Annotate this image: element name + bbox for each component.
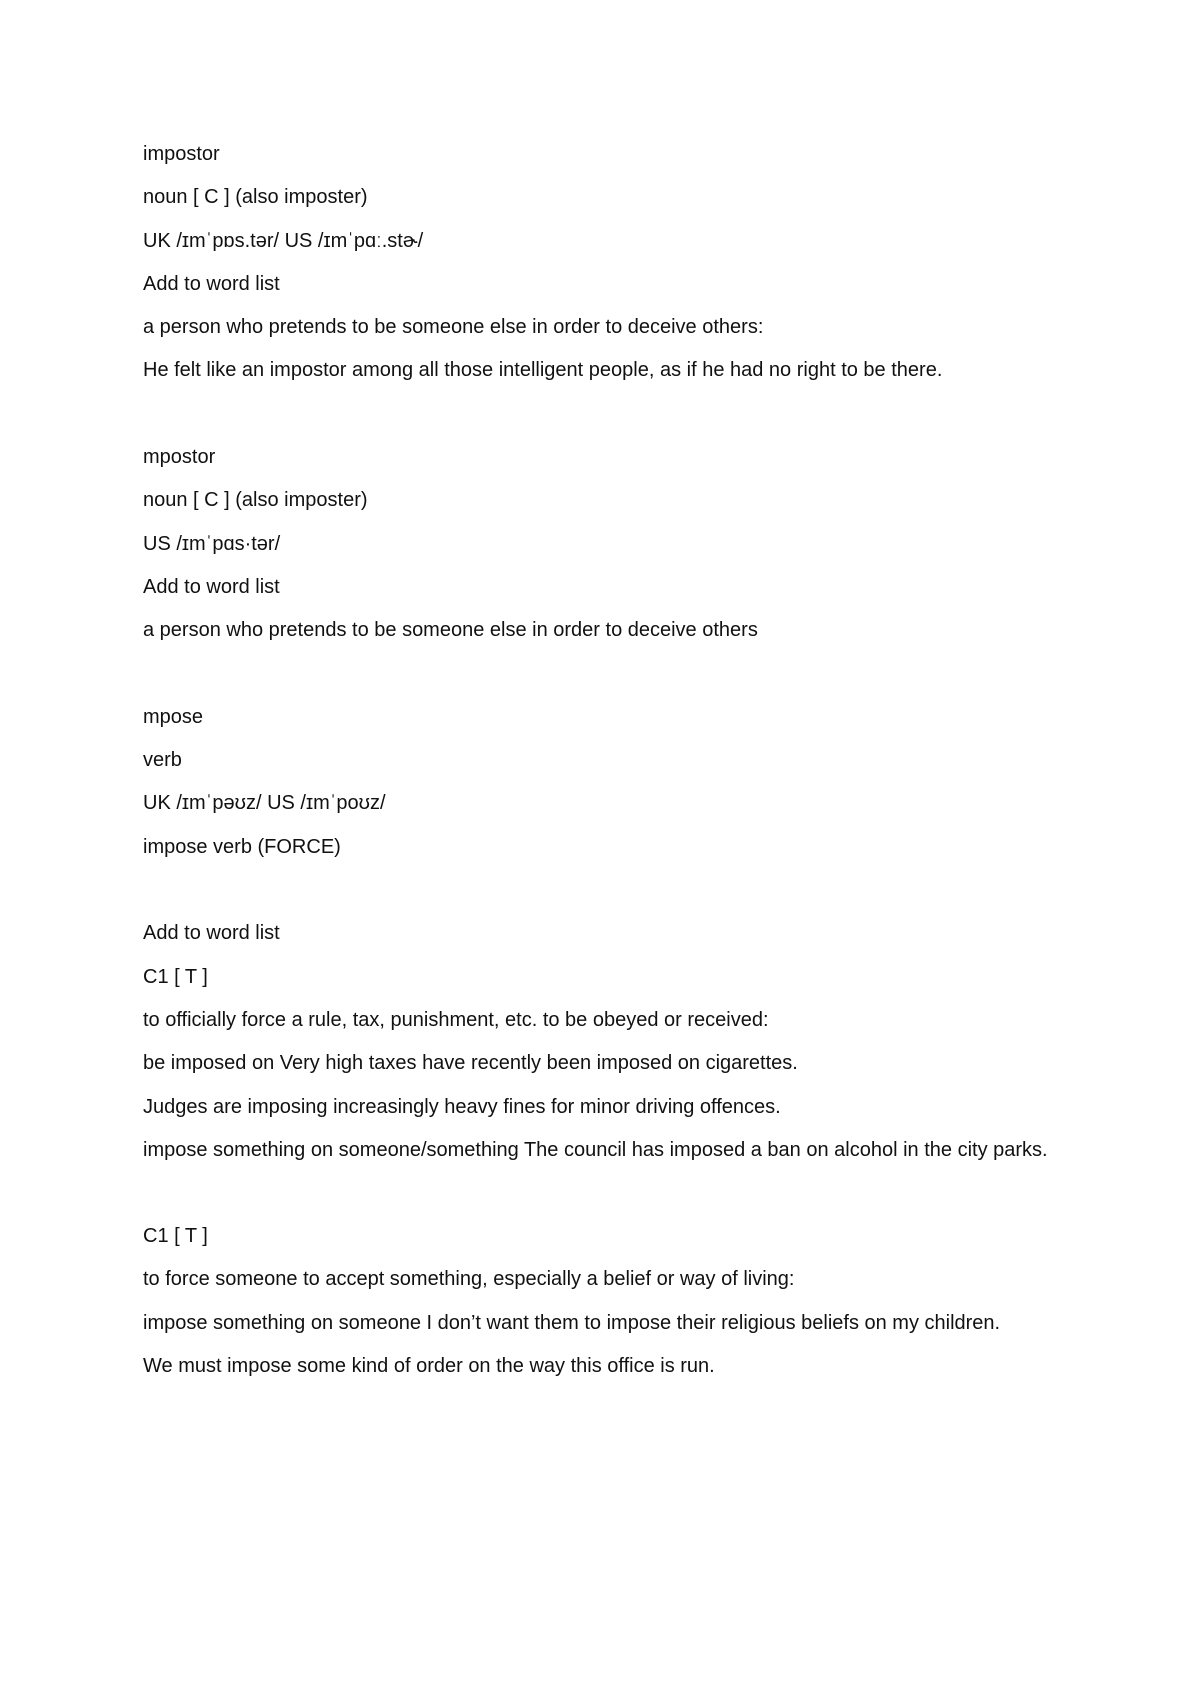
level-grammar: C1 [ T ]: [143, 1225, 208, 1248]
entry-impose-sense-2: [143, 1224, 1070, 1378]
paragraph-gap: [143, 878, 1070, 921]
entry-impostor-us: [143, 445, 1070, 642]
entry-impose-sense-1: [143, 921, 1070, 1165]
part-of-speech: noun [ C ] (also imposter): [143, 489, 368, 512]
definition: to force someone to accept something, especially a belief or way of living:: [143, 1268, 795, 1291]
part-of-speech: verb: [143, 749, 182, 772]
paragraph-gap: [143, 402, 1070, 445]
add-to-word-list: Add to word list: [143, 272, 280, 295]
add-to-word-list: Add to word list: [143, 922, 280, 945]
pronunciation: UK /ɪmˈpəʊz/ US /ɪmˈpoʊz/: [143, 792, 386, 815]
definition: to officially force a rule, tax, punishment, etc. to be obeyed or received:: [143, 1008, 769, 1031]
entry-impostor-uk-us: [143, 142, 1070, 382]
headword: mpostor: [143, 446, 216, 469]
part-of-speech: noun [ C ] (also imposter): [143, 186, 368, 209]
add-to-word-list: Add to word list: [143, 575, 280, 598]
definition: a person who pretends to be someone else in order to deceive others:: [143, 316, 764, 339]
pronunciation: US /ɪmˈpɑs·tər/: [143, 532, 281, 555]
example-sentence: be imposed on Very high taxes have recently been imposed on cigarettes.: [143, 1052, 798, 1075]
example-sentence: Judges are imposing increasingly heavy fines for minor driving offences.: [143, 1095, 781, 1118]
headword: impostor: [143, 143, 220, 165]
definition: a person who pretends to be someone else in order to deceive others: [143, 619, 758, 642]
entry-impose: [143, 705, 1070, 859]
example-sentence: impose something on someone/something The council has imposed a ban on alcohol in the city parks.: [143, 1138, 1048, 1161]
headword: mpose: [143, 705, 204, 728]
pronunciation: UK /ɪmˈpɒs.tər/ US /ɪmˈpɑː.stɚ/: [143, 229, 424, 252]
sense-heading: impose verb (FORCE): [143, 835, 341, 858]
level-grammar: C1 [ T ]: [143, 965, 208, 988]
paragraph-gap: [143, 1181, 1070, 1224]
example-sentence: He felt like an impostor among all those intelligent people, as if he had no right to be there.: [143, 359, 943, 382]
example-sentence: impose something on someone I don’t want them to impose their religious beliefs on my children.: [143, 1311, 1001, 1334]
example-sentence: We must impose some kind of order on the way this office is run.: [143, 1354, 715, 1377]
paragraph-gap: [143, 662, 1070, 705]
